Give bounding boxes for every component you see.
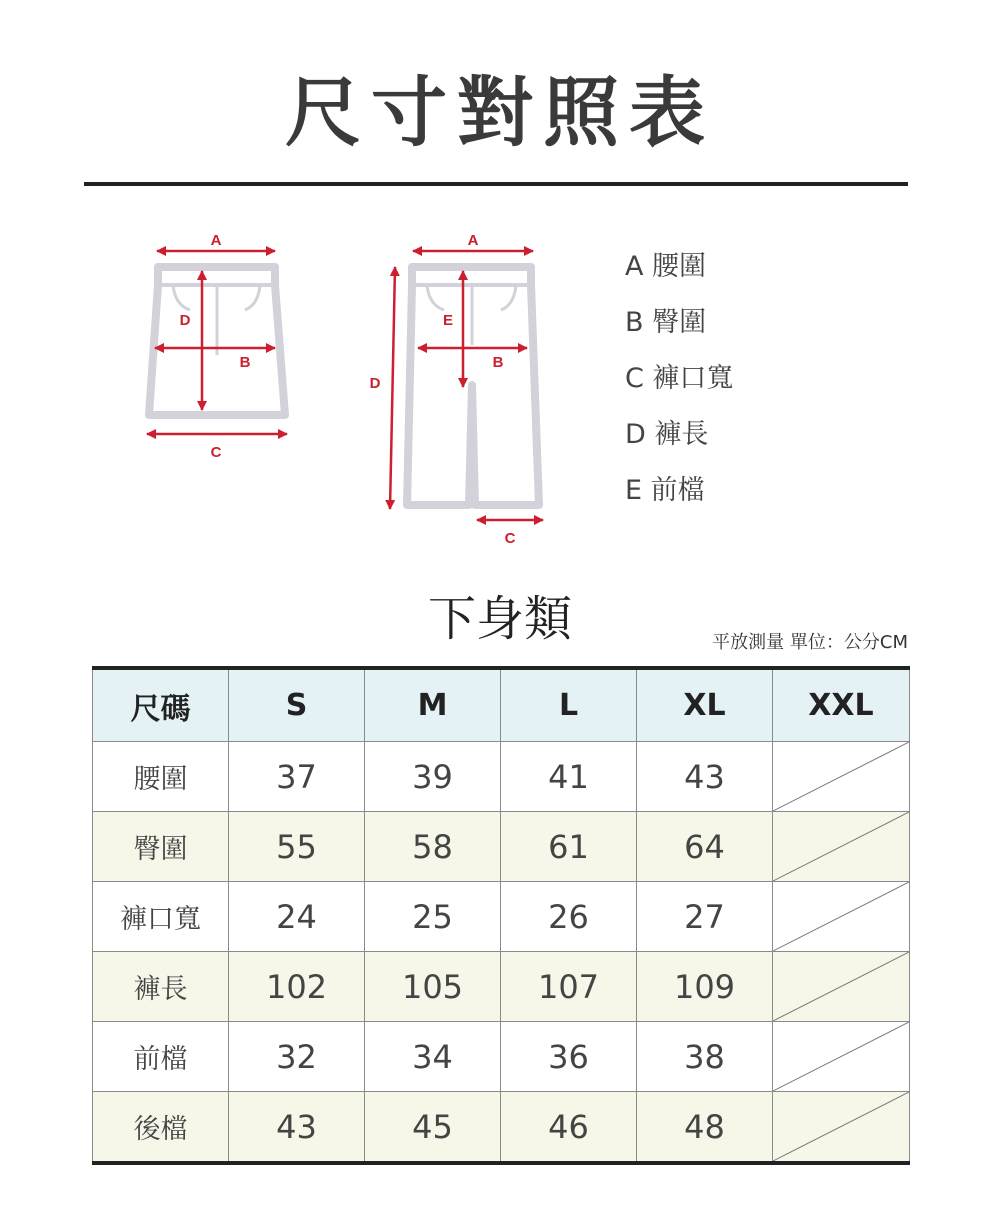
pants-label-c: C: [504, 530, 516, 547]
row-label: 褲口寬: [93, 882, 229, 952]
shorts-label-c: C: [210, 444, 222, 461]
category-heading: 下身類: [427, 591, 572, 647]
legend-item-waist: A 腰圍: [625, 251, 707, 282]
table-cell: 38: [637, 1022, 773, 1092]
legend-item-hip: B 臀圍: [625, 307, 707, 338]
pants-label-a: A: [467, 232, 479, 249]
shorts-label-a: A: [210, 232, 222, 249]
table-cell: 109: [637, 952, 773, 1022]
table-cell: 39: [365, 742, 501, 812]
empty-cell-slash: [773, 812, 910, 882]
shorts-label-b: B: [239, 354, 251, 371]
page-title: 尺寸對照表: [285, 68, 715, 157]
shorts-label-d: D: [179, 312, 191, 329]
row-label: 褲長: [93, 952, 229, 1022]
legend-item-length: D 褲長: [625, 419, 709, 450]
table-cell: 32: [229, 1022, 365, 1092]
table-cell: 55: [229, 812, 365, 882]
title-divider: [84, 182, 908, 186]
table-row: [93, 742, 910, 812]
table-cell: 45: [365, 1092, 501, 1164]
table-cell: 46: [501, 1092, 637, 1164]
pants-label-b: B: [492, 354, 504, 371]
table-cell: 27: [637, 882, 773, 952]
table-row: [93, 812, 910, 882]
table-row: [93, 1022, 910, 1092]
pants-label-d: D: [369, 375, 381, 392]
header-m: M: [365, 668, 501, 742]
unit-note: 平放測量 單位：公分CM: [712, 632, 908, 653]
table-cell: 24: [229, 882, 365, 952]
table-cell: 26: [501, 882, 637, 952]
table-cell: 41: [501, 742, 637, 812]
table-row: [93, 1092, 910, 1164]
empty-cell-slash: [773, 1092, 910, 1164]
row-label: 前檔: [93, 1022, 229, 1092]
table-cell: 37: [229, 742, 365, 812]
table-cell: 43: [637, 742, 773, 812]
measurement-legend: [625, 245, 733, 525]
table-cell: 105: [365, 952, 501, 1022]
header-size: 尺碼: [93, 668, 229, 742]
header-s: S: [229, 668, 365, 742]
header-xl: XL: [637, 668, 773, 742]
table-header-row: [93, 668, 910, 742]
row-label: 腰圍: [93, 742, 229, 812]
table-row: [93, 952, 910, 1022]
table-cell: 58: [365, 812, 501, 882]
measurement-diagram: [135, 205, 565, 555]
table-cell: 36: [501, 1022, 637, 1092]
table-row: [93, 882, 910, 952]
table-cell: 43: [229, 1092, 365, 1164]
empty-cell-slash: [773, 742, 910, 812]
pants-illustration: [407, 267, 539, 505]
empty-cell-slash: [773, 882, 910, 952]
table-cell: 102: [229, 952, 365, 1022]
table-cell: 61: [501, 812, 637, 882]
shorts-illustration: [149, 267, 285, 415]
row-label: 臀圍: [93, 812, 229, 882]
header-l: L: [501, 668, 637, 742]
empty-cell-slash: [773, 952, 910, 1022]
legend-item-front-rise: E 前檔: [625, 475, 705, 506]
size-table: [92, 666, 910, 1165]
row-label: 後檔: [93, 1092, 229, 1164]
table-cell: 25: [365, 882, 501, 952]
header-xxl: XXL: [773, 668, 910, 742]
table-cell: 34: [365, 1022, 501, 1092]
table-cell: 107: [501, 952, 637, 1022]
table-cell: 64: [637, 812, 773, 882]
pants-label-e: E: [442, 312, 454, 329]
empty-cell-slash: [773, 1022, 910, 1092]
table-cell: 48: [637, 1092, 773, 1164]
legend-item-leg-opening: C 褲口寬: [625, 363, 734, 394]
